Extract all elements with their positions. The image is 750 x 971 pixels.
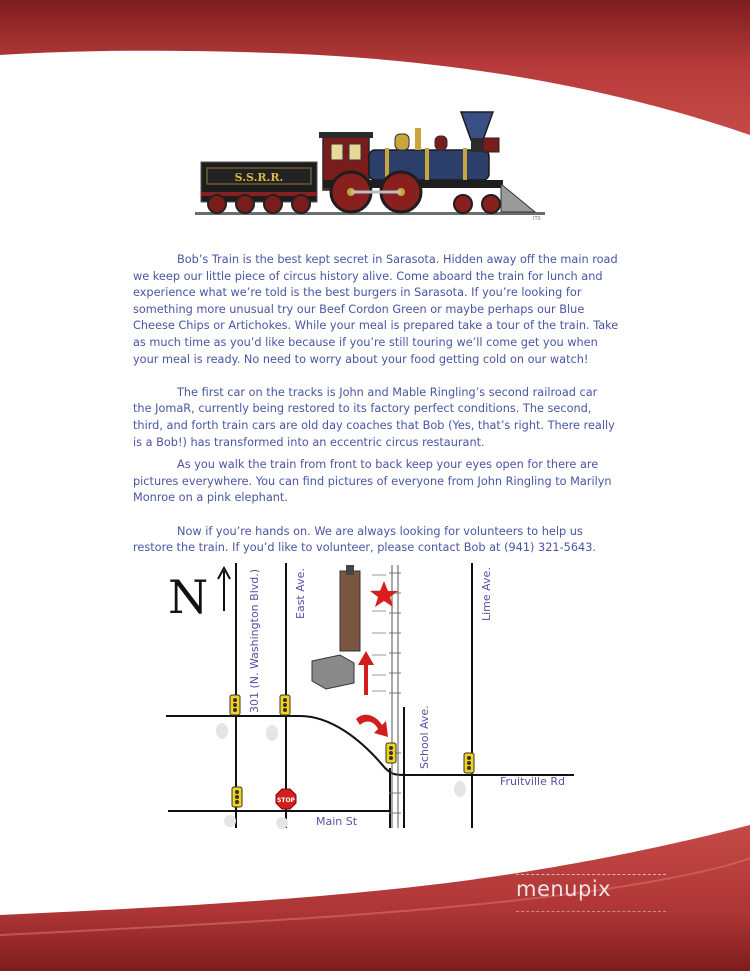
traffic-light-icon bbox=[230, 695, 240, 715]
traffic-light-icon bbox=[386, 743, 396, 763]
location-map bbox=[160, 563, 580, 833]
menupix-watermark: menupix bbox=[516, 874, 666, 912]
street-label-lime: Lime Ave. bbox=[480, 567, 493, 621]
paragraph-pictures: As you walk the train from front to back keep your eyes open for there are pictures everywhere. You can find pictures of everyone from John Ringling to Marilyn Monroe on a pink elephant. bbox=[133, 458, 612, 505]
street-label-fruitville: Fruitville Rd bbox=[500, 775, 565, 788]
smokestack bbox=[461, 112, 493, 140]
steam-locomotive-illustration bbox=[195, 108, 555, 226]
street-label-east: East Ave. bbox=[294, 568, 307, 619]
destination-star-icon bbox=[370, 581, 398, 607]
svg-text:ITS: ITS bbox=[533, 216, 541, 222]
building-icon bbox=[312, 655, 354, 689]
traffic-light-icon bbox=[280, 695, 290, 715]
description-text bbox=[133, 252, 619, 573]
paragraph-intro: Bob’s Train is the best kept secret in Sarasota. Hidden away off the main road we keep our little piece of circus history alive. Come aboard the train for lunch and experience what we’re told is the best burgers in Sarasota. If you’re looking for something more unusual try our Beef Cordon Green or maybe perhaps our Blue Cheese Chips or Artichokes. While your meal is prepared take a tour of the train. Take as much time as you’d like because if you’re still touring we’ll come get you when your meal is ready. No need to worry about your food getting cold on our watch! bbox=[133, 253, 619, 366]
traffic-light-icon bbox=[464, 753, 474, 773]
street-label-main: Main St bbox=[316, 815, 358, 828]
direction-arrow-up-icon bbox=[358, 651, 374, 695]
traffic-light-icon bbox=[232, 787, 242, 807]
direction-arrow-turn-icon bbox=[356, 715, 388, 737]
stop-sign-label: STOP bbox=[277, 797, 295, 804]
paragraph-volunteer: Now if you’re hands on. We are always looking for volunteers to help us restore the train. If you’d like to volunteer, please contact Bob at (941) 321-5643. bbox=[133, 524, 597, 555]
map-train-icon bbox=[340, 571, 360, 651]
tender-lettering: S.S.R.R. bbox=[234, 171, 284, 184]
road-fruitville bbox=[166, 716, 574, 775]
paragraph-cars: The first car on the tracks is John and Mable Ringling’s second railroad car the JomaR, currently being restored to its factory perfect conditions. The second, third, and forth train cars are old day coaches that Bob (Yes, that’s right. There really is a Bob!) has transformed into an eccentric circus restaurant. bbox=[133, 385, 615, 449]
street-label-washington: 301 (N. Washington Blvd.) bbox=[248, 568, 261, 713]
north-label: N bbox=[168, 570, 209, 624]
street-label-school: School Ave. bbox=[418, 705, 431, 769]
cowcatcher bbox=[501, 184, 535, 212]
